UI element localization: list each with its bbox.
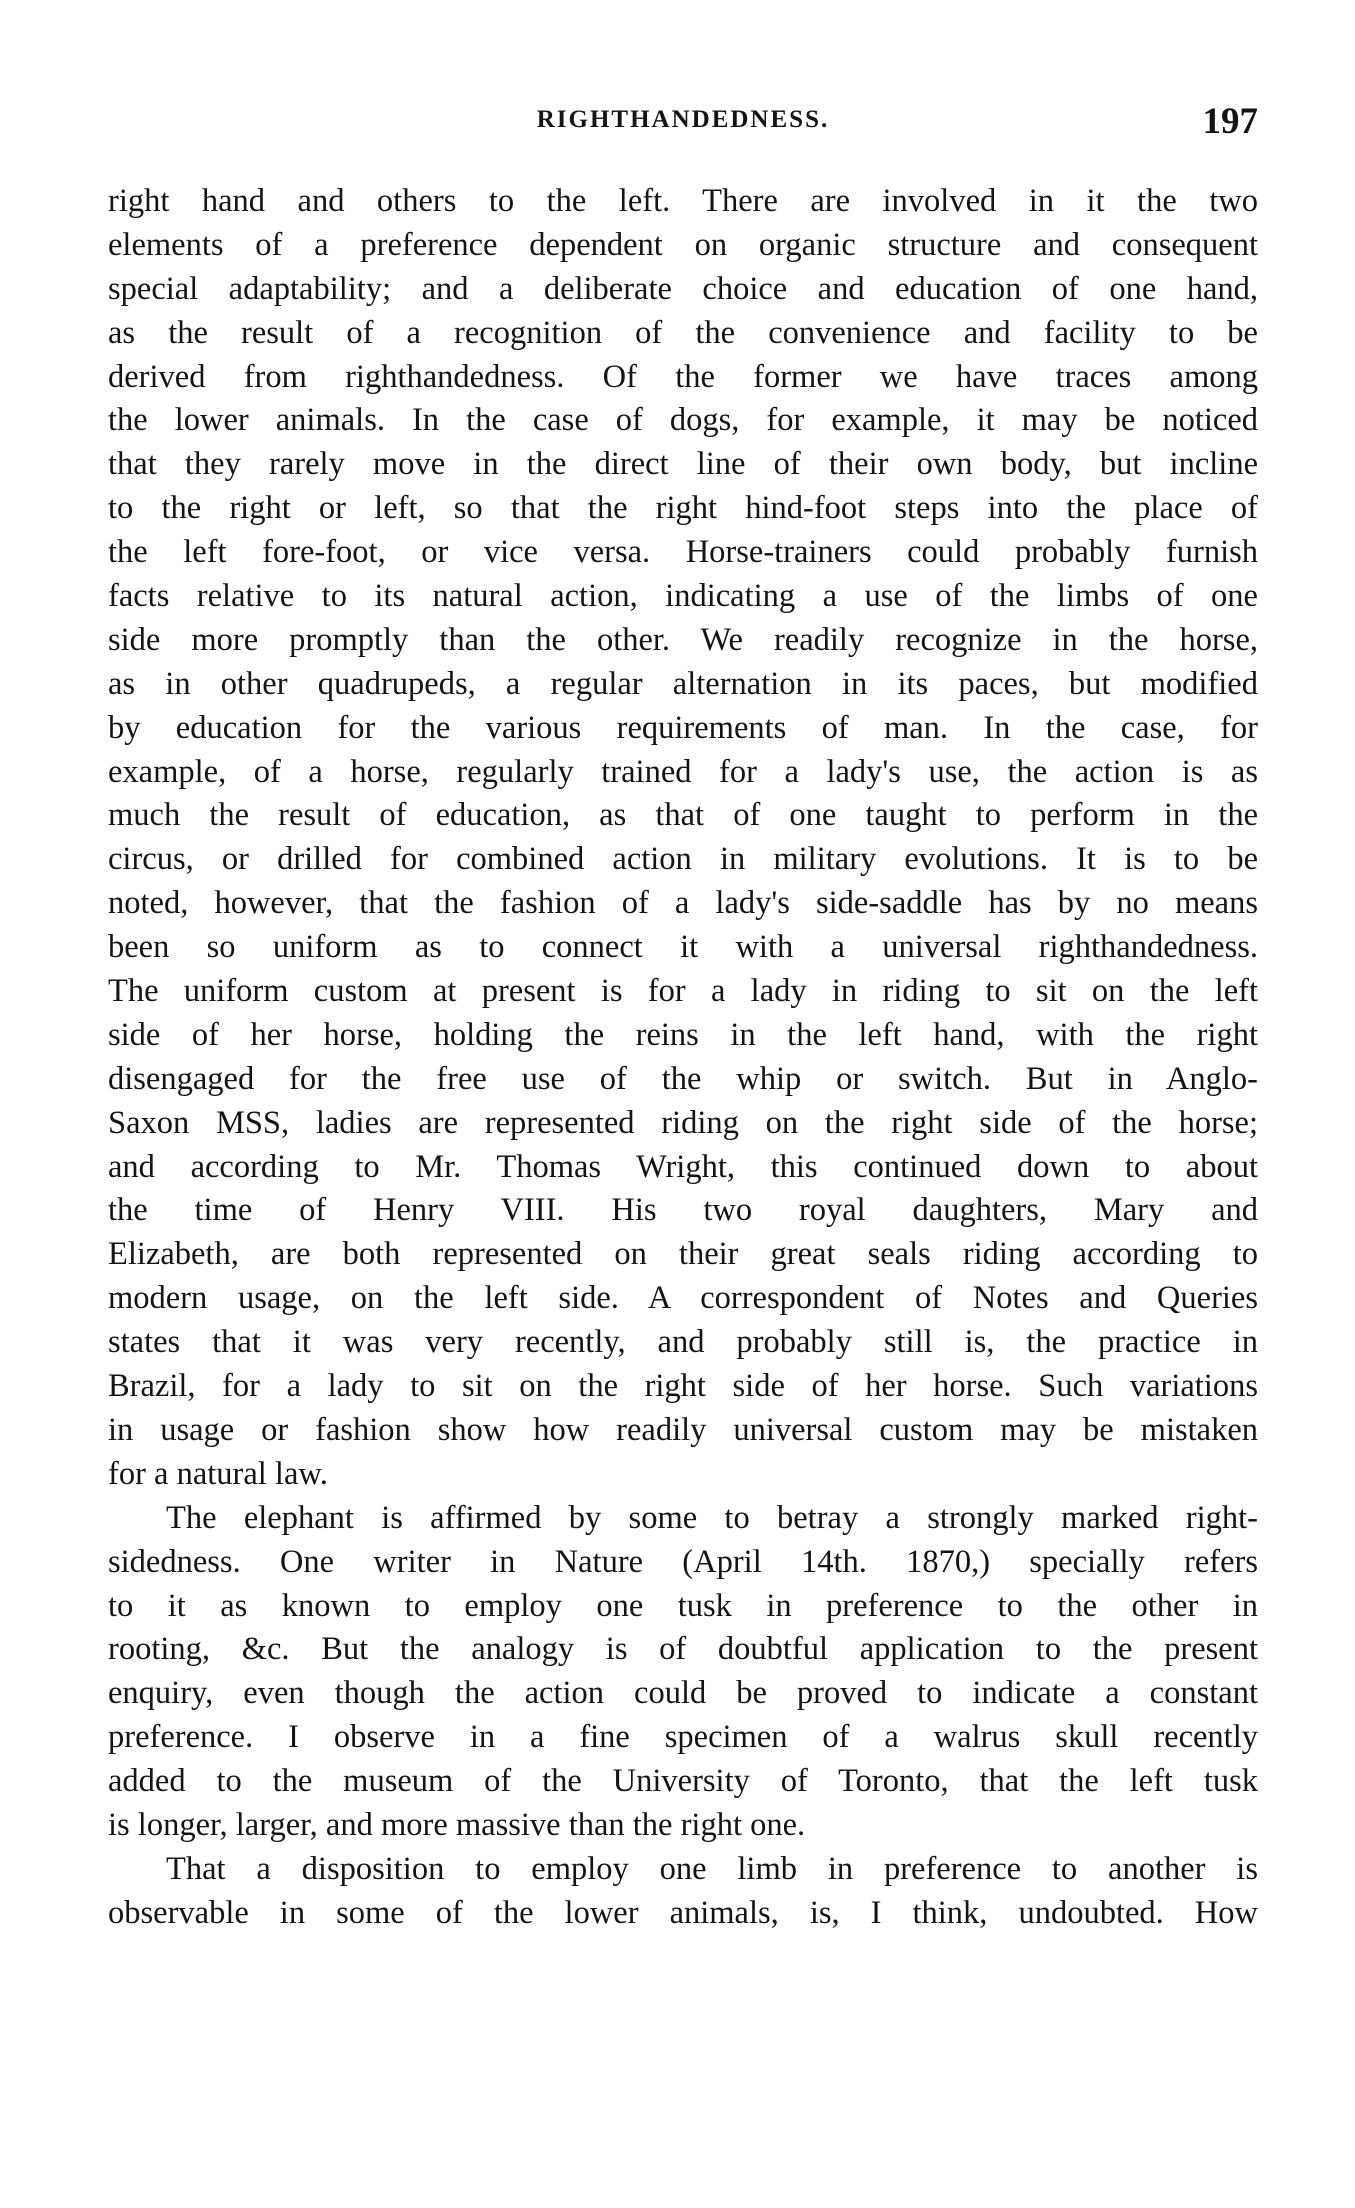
text-line: to it as known to employ one tusk in preference to the other in: [108, 1587, 1258, 1624]
text-line: the left fore-foot, or vice versa. Horse-trainers could probably furnish: [108, 534, 1258, 571]
text-line: by education for the various requirements of man. In the case, for: [108, 709, 1258, 746]
text-line: circus, or drilled for combined action in military evolutions. It is to be: [108, 841, 1258, 878]
text-line: modern usage, on the left side. A correspondent of Notes and Queries: [108, 1280, 1258, 1317]
text-line: derived from righthandedness. Of the former we have traces among: [108, 358, 1258, 395]
text-line: Elizabeth, are both represented on their great seals riding according to: [108, 1236, 1258, 1273]
text-line: is longer, larger, and more massive than the right one.: [108, 1806, 806, 1843]
page-number: 197: [1202, 101, 1258, 142]
text-line: sidedness. One writer in Nature (April 14th. 1870,) specially refers: [108, 1543, 1258, 1580]
text-line: the time of Henry VIII. His two royal daughters, Mary and: [108, 1192, 1258, 1229]
text-line: elements of a preference dependent on organic structure and consequent: [108, 226, 1258, 263]
text-line: example, of a horse, regularly trained for a lady's use, the action is as: [108, 753, 1258, 790]
text-line: noted, however, that the fashion of a lady's side-saddle has by no means: [108, 885, 1258, 922]
text-line: for a natural law.: [108, 1455, 328, 1492]
text-line: side of her horse, holding the reins in the left hand, with the right: [108, 1016, 1258, 1053]
text-line: and according to Mr. Thomas Wright, this continued down to about: [108, 1148, 1258, 1185]
running-title: RIGHTHANDEDNESS.: [536, 106, 830, 133]
paragraph-1: [108, 180, 1258, 1497]
text-line: right hand and others to the left. There are involved in it the two: [108, 183, 1258, 219]
text-line: rooting, &c. But the analogy is of doubtful application to the present: [108, 1631, 1258, 1668]
text-line: much the result of education, as that of one taught to perform in the: [108, 797, 1258, 834]
text-line: preference. I observe in a fine specimen of a walrus skull recently: [108, 1719, 1258, 1756]
running-head: [108, 100, 1258, 150]
text-line: side more promptly than the other. We readily recognize in the horse,: [108, 621, 1258, 658]
text-line: The elephant is affirmed by some to betray a strongly marked right-: [166, 1499, 1258, 1536]
text-line: observable in some of the lower animals, is, I think, undoubted. How: [108, 1894, 1258, 1931]
text-line: added to the museum of the University of Toronto, that the left tusk: [108, 1763, 1258, 1800]
text-line: disengaged for the free use of the whip or switch. But in Anglo-: [108, 1060, 1258, 1097]
book-page: [108, 100, 1258, 1936]
paragraph-2: [108, 1497, 1258, 1848]
text-line: The uniform custom at present is for a lady in riding to sit on the left: [108, 973, 1258, 1010]
text-line: Brazil, for a lady to sit on the right side of her horse. Such variations: [108, 1368, 1258, 1405]
text-line: That a disposition to employ one limb in preference to another is: [166, 1850, 1258, 1887]
text-line: to the right or left, so that the right hind-foot steps into the place of: [108, 490, 1258, 527]
text-line: states that it was very recently, and probably still is, the practice in: [108, 1324, 1258, 1361]
paragraph-3: [108, 1848, 1258, 1936]
text-line: as in other quadrupeds, a regular alternation in its paces, but modified: [108, 665, 1258, 702]
text-line: enquiry, even though the action could be proved to indicate a constant: [108, 1675, 1258, 1712]
text-line: Saxon MSS, ladies are represented riding on the right side of the horse;: [108, 1104, 1258, 1141]
text-line: that they rarely move in the direct line of their own body, but incline: [108, 446, 1258, 483]
text-line: in usage or fashion show how readily universal custom may be mistaken: [108, 1411, 1258, 1448]
text-line: special adaptability; and a deliberate choice and education of one hand,: [108, 270, 1258, 307]
text-line: been so uniform as to connect it with a universal righthandedness.: [108, 929, 1258, 966]
text-line: facts relative to its natural action, indicating a use of the limbs of one: [108, 578, 1258, 615]
text-line: the lower animals. In the case of dogs, for example, it may be noticed: [108, 402, 1258, 439]
text-line: as the result of a recognition of the convenience and facility to be: [108, 314, 1258, 351]
